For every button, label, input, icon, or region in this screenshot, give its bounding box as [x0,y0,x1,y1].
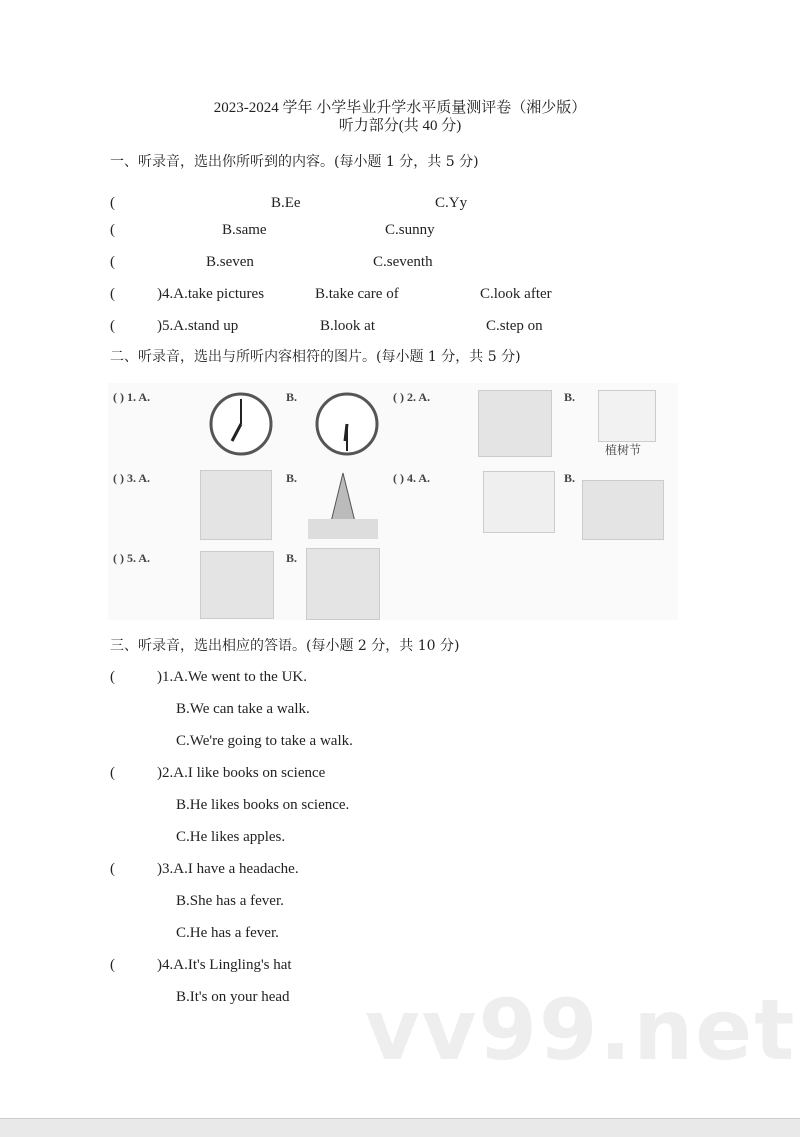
option-b: B.look at [320,318,375,334]
answer-paren: ( [110,765,115,781]
option-b: B.same [222,222,267,238]
answer-paren: ( [110,286,115,302]
option-a: )5.A.stand up [157,318,239,334]
answer-paren: ( [110,222,115,238]
option-b: B.It's on your head [176,989,290,1005]
golden-gate-bridge-image [200,470,272,540]
option-c: C.Yy [435,195,468,211]
option-b: B.take care of [315,286,399,302]
clock-seven-image [208,391,274,457]
section3-header: 三、听录音，选出相应的答语。(每小题 2 分，共 10 分) [110,638,460,654]
moon-festival-image [478,390,552,457]
image-caption: 植树节 [605,443,642,457]
option-c: C.He has a fever. [176,925,279,941]
answer-paren: ( [110,254,115,270]
option-a: )3.A.I have a headache. [157,861,299,877]
option-a: )4.A.It's Lingling's hat [157,957,292,973]
picture-panel [108,383,678,620]
option-b-label: B. [564,471,576,485]
page-title: 2023-2024 学年 小学毕业升学水平质量测评卷（湘少版） [213,100,587,116]
supermarket-image [306,548,380,620]
option-a: )2.A.I like books on science [157,765,326,781]
option-b-label: B. [286,390,298,404]
option-b: B.We can take a walk. [176,701,310,717]
item-label: ( ) 1. A. [113,390,150,404]
option-c: C.We're going to take a walk. [176,733,353,749]
option-b-label: B. [564,390,576,404]
option-c: C.step on [486,318,543,334]
option-c: C.seventh [373,254,433,270]
eiffel-tower-image [308,471,378,539]
item-label: ( ) 4. A. [393,471,430,485]
family-walk-image [200,551,274,619]
option-b-label: B. [286,551,298,565]
page-subtitle: 听力部分(共 40 分) [338,118,462,134]
watermark: vv99.net [365,981,797,1079]
option-c: C.He likes apples. [176,829,286,845]
option-a: )4.A.take pictures [157,286,265,302]
answer-paren: ( [110,669,115,685]
option-b-label: B. [286,471,298,485]
item-label: ( ) 3. A. [113,471,150,485]
kids-exercising-image [483,471,555,533]
section1-header: 一、听录音，选出你所听到的内容。(每小题 1 分，共 5 分) [110,154,479,170]
option-c: C.look after [480,286,552,302]
option-c: C.sunny [385,222,435,238]
tree-planting-image [598,390,656,442]
item-label: ( ) 5. A. [113,551,150,565]
option-a: )1.A.We went to the UK. [157,669,308,685]
option-b: B.seven [206,254,254,270]
answer-paren: ( [110,195,115,211]
option-b: B.She has a fever. [176,893,284,909]
section2-header: 二、听录音，选出与所听内容相符的图片。(每小题 1 分，共 5 分) [110,349,521,365]
answer-paren: ( [110,861,115,877]
option-b: B.Ee [271,195,301,211]
answer-paren: ( [110,957,115,973]
kids-cooking-image [582,480,664,540]
answer-paren: ( [110,318,115,334]
option-b: B.He likes books on science. [176,797,350,813]
page-bottom-edge [0,1118,800,1137]
item-label: ( ) 2. A. [393,390,430,404]
clock-half-six-image [314,391,380,457]
